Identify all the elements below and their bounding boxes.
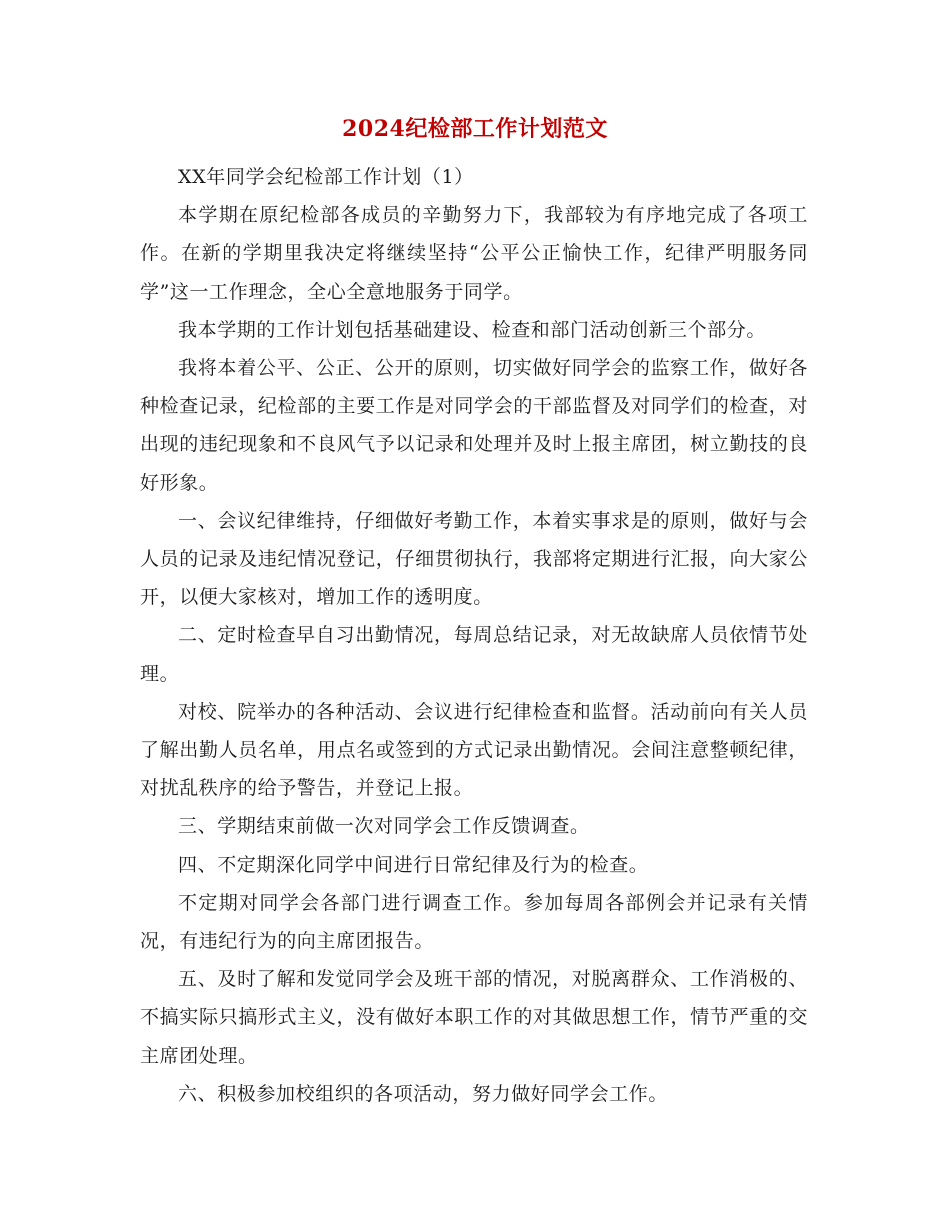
paragraph: 一、会议纪律维持，仔细做好考勤工作，本着实事求是的原则，做好与会人员的记录及违纪情况登记，仔细贯彻执行，我部将定期进行汇报，向大家公开，以便大家核对，增加工作的透明度。 xyxy=(140,509,808,609)
paragraph: 我将本着公平、公正、公开的原则，切实做好同学会的监察工作，做好各种检查记录，纪检部的主要工作是对同学会的干部监督及对同学们的检查，对出现的违纪现象和不良风气予以记录和处理并及时上报主席团，树立勤技的良好形象。 xyxy=(140,357,808,494)
paragraph: 二、定时检查早自习出勤情况，每周总结记录，对无故缺席人员依情节处理。 xyxy=(140,624,808,685)
paragraph: 本学期在原纪检部各成员的辛勤努力下，我部较为有序地完成了各项工作。在新的学期里我决定将继续坚持“公平公正愉快工作，纪律严明服务同学”这一工作理念，全心全意地服务于同学。 xyxy=(140,204,808,303)
paragraph: 对校、院举办的各种活动、会议进行纪律检查和监督。活动前向有关人员了解出勤人员名单，用点名或签到的方式记录出勤情况。会间注意整顿纪律，对扰乱秩序的给予警告，并登记上报。 xyxy=(140,700,808,800)
document-title: 2024纪检部工作计划范文 xyxy=(342,116,608,142)
paragraph: 我本学期的工作计划包括基础建设、检查和部门活动创新三个部分。 xyxy=(178,318,767,341)
paragraph: 不定期对同学会各部门进行调查工作。参加每周各部例会并记录有关情况，有违纪行为的向主席团报告。 xyxy=(140,891,808,953)
paragraph-subtitle: XX年同学会纪检部工作计划（1） xyxy=(178,166,474,188)
paragraph: 六、积极参加校组织的各项活动，努力做好同学会工作。 xyxy=(178,1082,669,1105)
paragraph: 三、学期结束前做一次对同学会工作反馈调查。 xyxy=(178,815,590,838)
document-body xyxy=(140,158,808,1113)
paragraph: 四、不定期深化同学中间进行日常纪律及行为的检查。 xyxy=(178,853,649,876)
paragraph: 五、及时了解和发觉同学会及班干部的情况，对脱离群众、工作消极的、不搞实际只搞形式主义，没有做好本职工作的对其做思想工作，情节严重的交主席团处理。 xyxy=(140,968,808,1067)
